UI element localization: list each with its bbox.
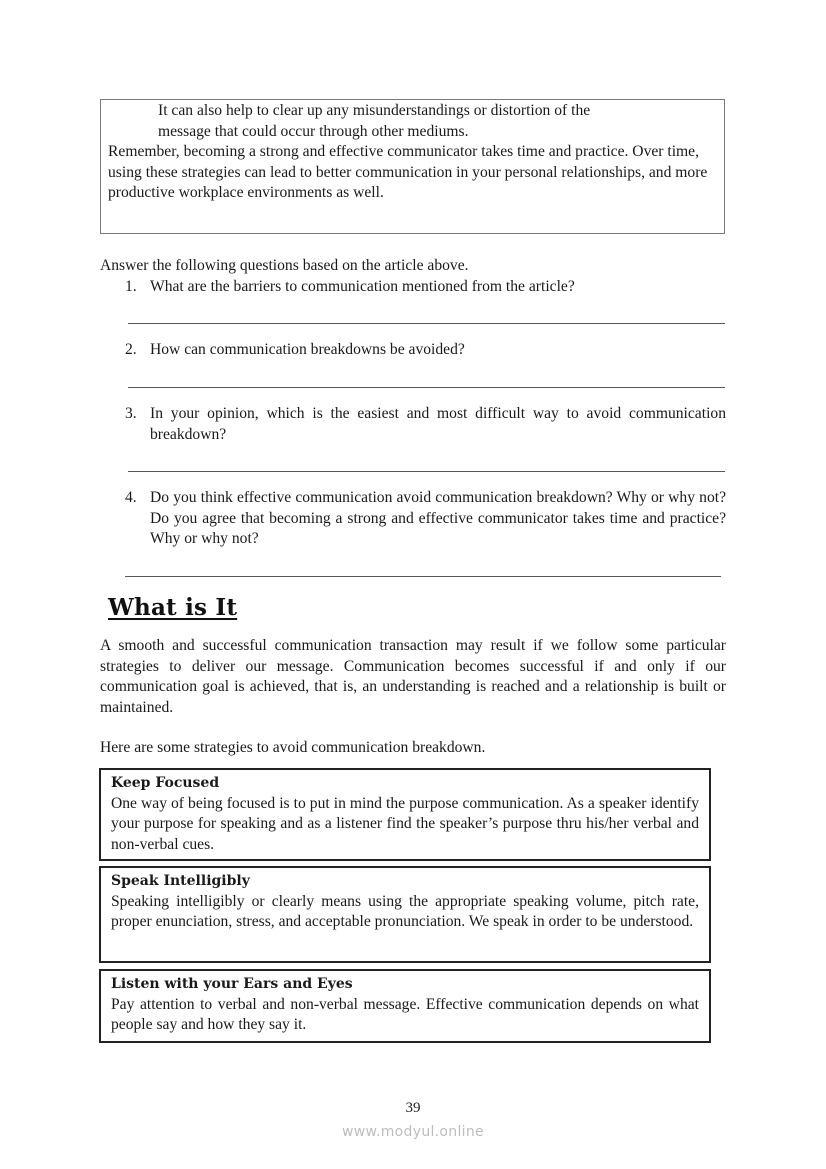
activity-instructions: Answer the following questions based on the article above. — [100, 257, 469, 274]
question-text: How can communication breakdowns be avoided? — [150, 341, 465, 358]
strategy-title: Speak Intelligibly — [111, 873, 250, 889]
strategy-title: Listen with your Ears and Eyes — [111, 976, 353, 992]
question-number: 1. — [125, 278, 137, 295]
strategy-body: Pay attention to verbal and non-verbal message. Effective communication depends on what people say and how they say it. — [111, 995, 699, 1034]
article-excerpt-box — [100, 99, 725, 234]
strategy-box-listen-ears-eyes — [99, 969, 711, 1043]
question-text: In your opinion, which is the easiest and most difficult way to avoid communication breakdown? — [150, 405, 726, 443]
strategy-box-keep-focused — [99, 768, 711, 861]
strategies-lead-in: Here are some strategies to avoid communication breakdown. — [100, 739, 486, 756]
question-item — [125, 488, 726, 550]
page-number: 39 — [405, 1100, 421, 1116]
answer-line-3[interactable] — [128, 471, 725, 472]
question-text: What are the barriers to communication mentioned from the article? — [150, 278, 575, 295]
question-number: 2. — [125, 341, 137, 358]
question-number: 4. — [125, 489, 137, 506]
strategy-body: One way of being focused is to put in mind the purpose communication. As a speaker identify your purpose for speaking and as a listener find the speaker’s purpose thru his/her verbal and non-verbal cues. — [111, 794, 699, 853]
article-indented-line: message that could occur through other mediums. — [158, 122, 469, 140]
question-item — [125, 404, 726, 445]
article-closing-paragraph: Remember, becoming a strong and effective communicator takes time and practice. Over time, using these strategies can lead to better communication in your personal relationships, and more productive workplace environments as well. — [108, 143, 708, 202]
question-number: 3. — [125, 405, 137, 422]
question-item — [125, 277, 726, 298]
strategy-box-speak-intelligibly — [99, 866, 711, 963]
section-title: What is It — [108, 594, 238, 621]
section-intro-paragraph: A smooth and successful communication transaction may result if we follow some particular strategies to deliver our message. Communication becomes successful if and only if our communication goal is achieved, that is, an understanding is reached and a relationship is built or maintained. — [100, 637, 726, 716]
watermark: www.modyul.online — [342, 1124, 484, 1140]
strategy-title: Keep Focused — [111, 775, 220, 791]
answer-line-1[interactable] — [128, 323, 725, 324]
article-indented-line: It can also help to clear up any misunderstandings or distortion of the — [158, 102, 591, 119]
answer-line-4[interactable] — [125, 576, 721, 577]
question-item — [125, 340, 726, 361]
question-text: Do you think effective communication avoid communication breakdown? Why or why not? Do you agree that becoming a strong and effective communicator takes time and practice? Why or why not? — [150, 489, 726, 548]
answer-line-2[interactable] — [128, 387, 725, 388]
strategy-body: Speaking intelligibly or clearly means using the appropriate speaking volume, pitch rate, proper enunciation, stress, and acceptable pronunciation. We speak in order to be understood. — [111, 892, 699, 931]
